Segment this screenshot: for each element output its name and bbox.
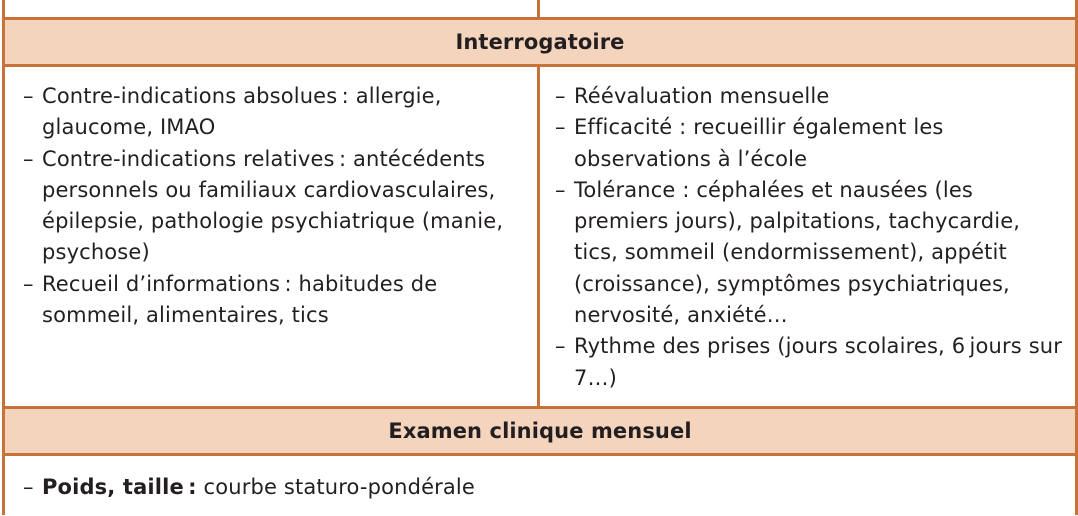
interrogatoire-left-list (23, 81, 527, 331)
previous-row-right-cell (540, 0, 1075, 17)
examen-column (5, 456, 1075, 515)
list-item: – Recueil d’informations : habitudes de sommeil, alimentaires, tics (23, 269, 527, 332)
list-item: – Tolérance : céphalées et nausées (les premiers jours), palpitations, tachycardie, tics, sommeil (endormissement), appétit (croissance), symptômes psychiatriques, nervosité, anxiété… (555, 175, 1065, 331)
section-title: Interrogatoire (455, 30, 625, 54)
interrogatoire-right-list (555, 81, 1065, 394)
previous-row-left-cell (5, 0, 540, 17)
interrogatoire-row (5, 67, 1075, 409)
section-header-examen (5, 409, 1075, 456)
list-item: – Contre-indications relatives : antécédents personnels ou familiaux cardiovasculaires, épilepsie, pathologie psychiatrique (manie, psychose) (23, 144, 527, 269)
section-title: Examen clinique mensuel (388, 418, 692, 443)
section-header-interrogatoire (5, 20, 1075, 67)
list-item-text: courbe staturo-pondérale (196, 474, 475, 499)
list-item: – Efficacité : recueillir également les observations à l’école (555, 112, 1065, 175)
examen-list (23, 472, 1065, 503)
list-item: – Rythme des prises (jours scolaires, 6 jours sur 7…) (555, 331, 1065, 394)
interrogatoire-right-column (540, 67, 1075, 406)
previous-row-remnant (5, 0, 1075, 20)
examen-row (5, 456, 1075, 515)
interrogatoire-left-column (5, 67, 540, 406)
list-item: – Contre-indications absolues : allergie, glaucome, IMAO (23, 81, 527, 144)
list-item: – Réévaluation mensuelle (555, 81, 1065, 112)
list-item-bold-label: Poids, taille : (42, 474, 197, 499)
list-item (23, 472, 1065, 503)
monitoring-table (2, 0, 1078, 515)
